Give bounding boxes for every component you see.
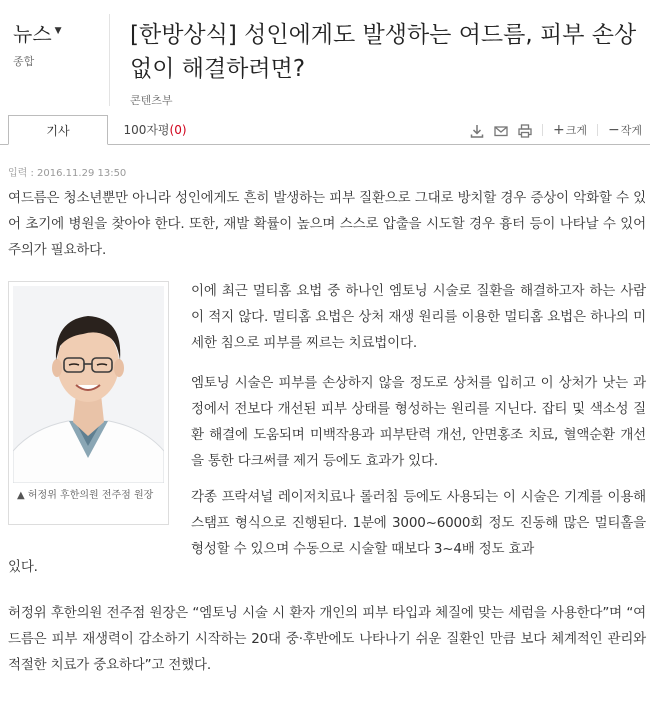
section-block <box>13 18 108 69</box>
tools-divider <box>542 124 543 136</box>
font-size-up-label: 크게 <box>565 124 587 137</box>
tab-article-label: 기사 <box>46 124 70 138</box>
tab-article[interactable] <box>8 115 108 145</box>
caret-down-icon: ▼ <box>54 25 62 36</box>
article-title: [한방상식] 성인에게도 발생하는 여드름, 피부 손상 없이 해결하려면? <box>130 22 637 82</box>
font-size-down-label: 작게 <box>620 124 642 137</box>
doctor-photo <box>13 286 164 483</box>
article-tabbar <box>0 115 650 145</box>
article-paragraph-2: 이에 최근 멀티홈 요법 중 하나인 엠토닝 시술로 질환을 해결하고자 하는 사람이 적지 않다. 멀티홈 요법은 상처 재생 원리를 이용한 멀티홈 요법은 하나의 미세한 침으로 피부를 찌르는 치료법이다. <box>191 283 646 351</box>
tab-comments[interactable] <box>115 115 195 145</box>
article-paragraph-4: 각종 프락셔널 레이저치료나 롤러침 등에도 사용되는 이 시술은 기계를 이용해 스탬프 형식으로 진행된다. 1분에 3000~6000회 정도 진동해 많은 멀티홀을 형성할 수 있으며 수동으로 시술할 때보다 3~4배 정도 효과 <box>191 489 646 557</box>
article-paragraph-3: 엠토닝 시술은 피부를 손상하지 않을 정도로 상처를 입히고 이 상처가 낫는 과정에서 전보다 개선된 피부 상태를 형성하는 원리를 지닌다. 잡티 및 색소성 질환 해결에 도움되며 미백작용과 피부탄력 개선, 안면홍조 치료, 혈액순환 개선을 통한 다크써클 제거 등에도 효과가 있다. <box>191 375 646 469</box>
article-paragraph-4-tail: 있다. <box>8 559 38 575</box>
section-title: 뉴스 <box>13 22 52 46</box>
section-menu[interactable] <box>13 18 108 47</box>
article-paragraph-1: 여드름은 청소년뿐만 아니라 성인에게도 흔히 발생하는 피부 질환으로 그대로 방치할 경우 증상이 악화할 수 있어 초기에 병원을 찾아야 한다. 또한, 재발 확률이 높으며 스스로 압출을 시도할 경우 흉터 등이 나타날 수 있어 주의가 필요하다. <box>8 190 646 258</box>
article-provider: 콘텐츠부 <box>130 94 173 107</box>
comment-count: 0 <box>174 123 182 137</box>
print-icon[interactable] <box>518 123 532 137</box>
comment-count-open: ( <box>169 123 175 137</box>
font-size-up-button[interactable] <box>553 122 587 138</box>
download-icon[interactable] <box>470 123 484 137</box>
mail-icon[interactable] <box>494 123 508 137</box>
photo-caption: ▲ 허정위 후한의원 전주점 원장 <box>17 490 154 501</box>
article-header <box>0 0 671 115</box>
section-subtitle: 종합 <box>13 55 35 68</box>
article-timestamp: 입력 : 2016.11.29 13:50 <box>8 168 127 179</box>
minus-icon: − <box>608 122 620 138</box>
plus-icon: + <box>553 122 565 138</box>
comment-count-close: ) <box>181 123 187 137</box>
photo-box <box>8 281 169 525</box>
article-tools <box>460 122 642 138</box>
article-paragraph-5: 허정위 후한의원 전주점 원장은 “엠토닝 시술 시 환자 개인의 피부 타입과 체질에 맞는 세럼을 사용한다”며 “여드름은 피부 재생력이 감소하기 시작하는 20대 중·후반에도 나타나기 쉬운 질환인 만큼 보다 체계적인 관리와 적절한 치료가 중요하다”고 전했다. <box>8 605 646 673</box>
tab-comments-label: 100자평 <box>123 123 170 137</box>
tools-divider <box>597 124 598 136</box>
font-size-down-button[interactable] <box>608 122 642 138</box>
header-divider <box>109 14 110 106</box>
